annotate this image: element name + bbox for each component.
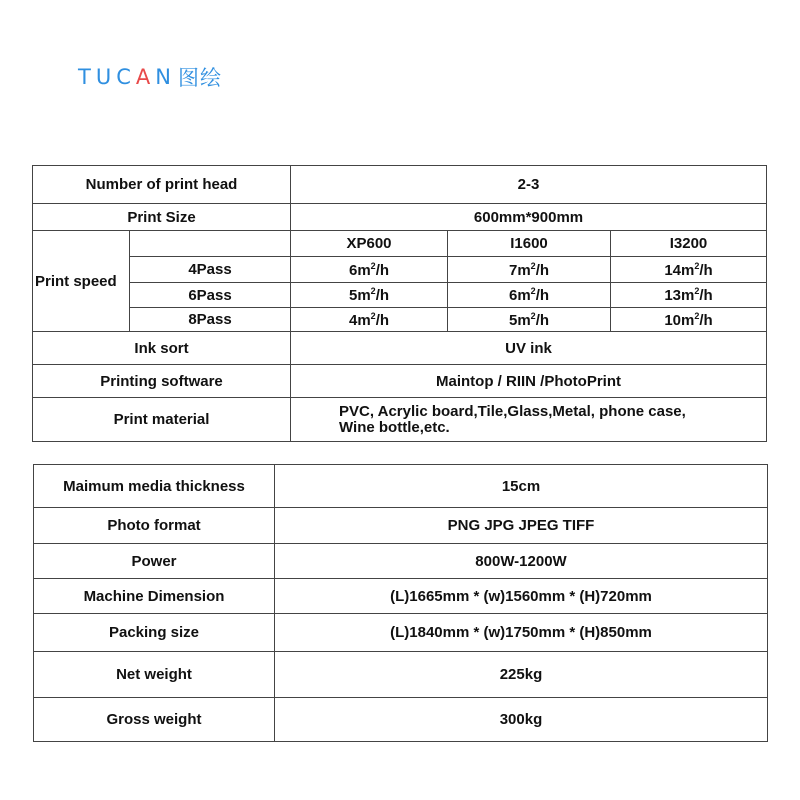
logo-chinese-text: 图绘 bbox=[177, 67, 222, 90]
row-label: Gross weight bbox=[34, 698, 275, 742]
spec-table-physical bbox=[33, 464, 768, 742]
table-row bbox=[34, 465, 768, 508]
table-row-speed-6pass bbox=[33, 283, 767, 308]
row-label: Packing size bbox=[34, 614, 275, 652]
table-row bbox=[34, 544, 768, 579]
label-ink-sort: Ink sort bbox=[33, 332, 291, 365]
speed-value: $7m^2/h$ bbox=[448, 257, 611, 283]
speed-header-blank bbox=[130, 231, 291, 257]
logo-wordmark: TUCAN bbox=[78, 65, 176, 89]
speed-value: $13m^2/h$ bbox=[611, 283, 767, 308]
row-label: Net weight bbox=[34, 652, 275, 698]
table-row-speed-header bbox=[33, 231, 767, 257]
head-i1600: I1600 bbox=[448, 231, 611, 257]
value-ink-sort: UV ink bbox=[291, 332, 767, 365]
speed-value: $5m^2/h$ bbox=[291, 283, 448, 308]
value-print-head: 2-3 bbox=[291, 166, 767, 204]
row-value: (L)1840mm * (w)1750mm * (H)850mm bbox=[275, 614, 768, 652]
row-value: (L)1665mm * (w)1560mm * (H)720mm bbox=[275, 579, 768, 614]
row-value: 300kg bbox=[275, 698, 768, 742]
table-row-print-size bbox=[33, 204, 767, 231]
row-value: 225kg bbox=[275, 652, 768, 698]
speed-value: $14m^2/h$ bbox=[611, 257, 767, 283]
row-label: Power bbox=[34, 544, 275, 579]
table-row-speed-8pass bbox=[33, 308, 767, 332]
table-row-ink-sort bbox=[33, 332, 767, 365]
pass-label: 8Pass bbox=[130, 308, 291, 332]
table-row-software bbox=[33, 365, 767, 398]
table-row-material bbox=[33, 398, 767, 442]
table-row bbox=[34, 698, 768, 742]
tucan-logo bbox=[78, 62, 222, 92]
row-value: 800W-1200W bbox=[275, 544, 768, 579]
table-row bbox=[34, 579, 768, 614]
row-value: PNG JPG JPEG TIFF bbox=[275, 508, 768, 544]
head-i3200: I3200 bbox=[611, 231, 767, 257]
row-label: Machine Dimension bbox=[34, 579, 275, 614]
speed-value: $5m^2/h$ bbox=[448, 308, 611, 332]
label-print-head: Number of print head bbox=[33, 166, 291, 204]
table-row bbox=[34, 652, 768, 698]
speed-value: $10m^2/h$ bbox=[611, 308, 767, 332]
pass-label: 6Pass bbox=[130, 283, 291, 308]
table-row bbox=[34, 614, 768, 652]
speed-value: $6m^2/h$ bbox=[291, 257, 448, 283]
value-print-size: 600mm*900mm bbox=[291, 204, 767, 231]
row-label: Photo format bbox=[34, 508, 275, 544]
table-row bbox=[34, 508, 768, 544]
value-material: PVC, Acrylic board,Tile,Glass,Metal, phone case, Wine bottle,etc. bbox=[291, 398, 767, 442]
row-value: 15cm bbox=[275, 465, 768, 508]
logo-accent-letter: A bbox=[135, 65, 156, 89]
head-xp600: XP600 bbox=[291, 231, 448, 257]
table-row-speed-4pass bbox=[33, 257, 767, 283]
label-material: Print material bbox=[33, 398, 291, 442]
speed-value: $4m^2/h$ bbox=[291, 308, 448, 332]
row-label: Maimum media thickness bbox=[34, 465, 275, 508]
pass-label: 4Pass bbox=[130, 257, 291, 283]
speed-value: $6m^2/h$ bbox=[448, 283, 611, 308]
label-software: Printing software bbox=[33, 365, 291, 398]
label-print-speed: Print speed bbox=[33, 231, 130, 332]
label-print-size: Print Size bbox=[33, 204, 291, 231]
spec-table-main bbox=[32, 165, 767, 442]
table-row-print-head bbox=[33, 166, 767, 204]
value-software: Maintop / RIIN /PhotoPrint bbox=[291, 365, 767, 398]
